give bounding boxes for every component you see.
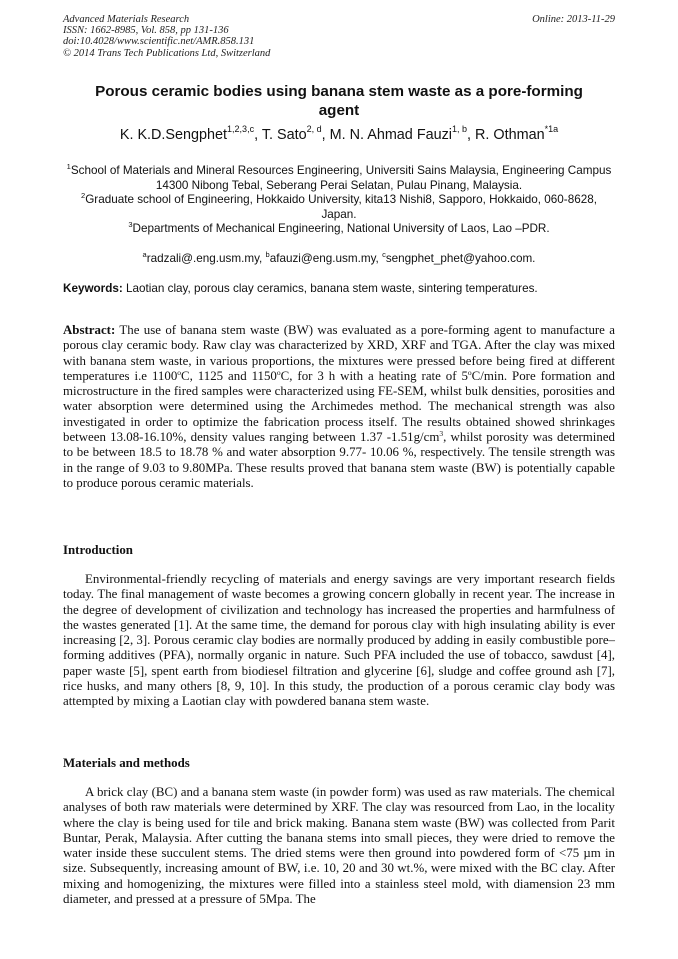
author-name: M. N. Ahmad Fauzi bbox=[329, 127, 453, 143]
email-address: afauzi@eng.usm.my, bbox=[269, 252, 383, 265]
issn-line: ISSN: 1662-8985, Vol. 858, pp 131-136 bbox=[63, 25, 229, 37]
abstract-text: The use of banana stem waste (BW) was evaluated as a pore-forming agent to manufacture a porous clay ceramic body. Raw clay was characterized by XRD, XRF and TGA. After the clay was mixed with banana stem waste, in various proportions, the mixtures were pressed before being fired at different temperatures i.e 1100 bbox=[63, 323, 615, 383]
email-address: sengphet_phet@yahoo.com. bbox=[385, 252, 536, 265]
affiliation-text: Departments of Mechanical Engineering, National University of Laos, Lao –PDR. bbox=[132, 222, 550, 236]
abstract-text: , whilst porosity was determined to be between 18.5 to 18.78 % and water absorption 9.77- 10.06 %, respectively. The tensile strength was in the range of 9.03 to 9.80MPa. These results proved that banana stem waste (BW) is potentially capable to produce porous ceramic materials. bbox=[63, 430, 615, 490]
author-sup: *1a bbox=[544, 124, 559, 134]
affiliations bbox=[63, 164, 615, 237]
introduction-heading: Introduction bbox=[63, 543, 133, 557]
author-name: K. K.D.Sengphet bbox=[119, 127, 228, 143]
abstract-text: C, for 3 h with a heating rate of 5 bbox=[280, 368, 468, 383]
author-list bbox=[63, 126, 615, 144]
author-name: R. Othman bbox=[475, 127, 545, 143]
copyright-line: © 2014 Trans Tech Publications Ltd, Switzerland bbox=[63, 47, 271, 59]
abstract-text: C/min. Pore formation and microstructure in the fired samples were characterized using FE-SEM, whilst bulk densities, porosities and water absorption were determined using the Archimedes method. The mechanical strength was also investigated in order to optimize the fabrication process itself. The results obtained showed shrinkages between 13.08-16.10%, density values ranging between 1.37 -1.51g/cm bbox=[63, 368, 615, 445]
introduction-paragraph: Environmental-friendly recycling of materials and energy savings are very important research fields today. The final management of waste becomes a growing concern globally in recent year. The increase in the degree of development of civilization and technology has increased the properties and harmfulness of the wastes generated [1]. At the same time, the demand for porous clay with high insulating ability is ever increasing [2, 3]. Porous ceramic clay bodies are normally produced by adding in easily combustible pore–forming additives (PFA), normally organic in nature. Such PFA included the use of tobacco, sawdust [4], paper waste [5], spent earth from biodiesel filtration and glycerine [6], sludge and coffee ground ash [7], rice husks, and many others [8, 9, 10]. In this study, the production of a porous ceramic clay body was attempted by mixing a Laotian clay with powdered banana stem waste. bbox=[63, 572, 615, 709]
abstract bbox=[63, 323, 615, 491]
methods-heading: Materials and methods bbox=[63, 756, 190, 770]
abstract-text: C, 1125 and 1150 bbox=[181, 368, 277, 383]
email-list bbox=[63, 252, 615, 266]
email-sup: c bbox=[382, 250, 386, 259]
affiliation-sup: 3 bbox=[128, 220, 133, 230]
author-sup: 2, d bbox=[306, 124, 322, 134]
degree-sup: o bbox=[177, 367, 182, 377]
journal-name: Advanced Materials Research bbox=[63, 14, 190, 25]
affiliation-text: School of Materials and Mineral Resources Engineering, Universiti Sains Malaysia, Engineering Campus 14300 Nibong Tebal, Seberang Perai Selatan, Pulau Pinang, Malaysia. bbox=[70, 164, 612, 192]
affiliation bbox=[63, 193, 615, 222]
title-line-2: agent bbox=[318, 102, 360, 119]
affiliation-text: Graduate school of Engineering, Hokkaido University, kita13 Nishi8, Sapporo, Hokkaido, 060-8628, Japan. bbox=[85, 193, 597, 221]
online-date: Online: 2013-11-29 bbox=[532, 14, 615, 25]
author-sep: , bbox=[467, 127, 476, 143]
author-sup: 1,2,3,c bbox=[227, 124, 255, 134]
keywords-label: Keywords: bbox=[63, 282, 123, 295]
affiliation bbox=[63, 222, 615, 237]
journal-header bbox=[63, 14, 270, 59]
email-sup: a bbox=[142, 250, 147, 259]
author-sep: , bbox=[321, 127, 330, 143]
affiliation bbox=[63, 164, 615, 193]
author-sup: 1, b bbox=[452, 124, 468, 134]
degree-sup: o bbox=[276, 367, 281, 377]
author-sep: , bbox=[254, 127, 262, 143]
cube-sup: 3 bbox=[439, 429, 444, 439]
keywords bbox=[63, 282, 615, 296]
affiliation-sup: 2 bbox=[81, 191, 86, 201]
abstract-label: Abstract: bbox=[63, 323, 116, 337]
keywords-text: Laotian clay, porous clay ceramics, banana stem waste, sintering temperatures. bbox=[122, 282, 538, 295]
author-name: T. Sato bbox=[261, 127, 307, 143]
methods-paragraph: A brick clay (BC) and a banana stem waste (in powder form) was used as raw materials. The chemical analyses of both raw materials were determined by XRF. The clay was resourced from Lao, in the locality where the clay is being used for tile and brick making. Banana stem waste (BW) was collected from Parit Buntar, Perak, Malaysia. After cutting the banana stems into small pieces, they were dried to remove the water inside these succulent stems. The dried stems were then ground into powdered form of <75 µm in size. Subsequently, increasing amount of BW, i.e. 10, 20 and 30 wt.%, were mixed with the BC clay. After mixing and homogenizing, the mixtures were filled into a stainless steel mold, with diamension 23 mm diameter, and pressed at a pressure of 5Mpa. The bbox=[63, 785, 615, 907]
email-sup: b bbox=[265, 250, 270, 259]
title-line-1: Porous ceramic bodies using banana stem waste as a pore-forming bbox=[95, 83, 583, 100]
doi-line: doi:10.4028/www.scientific.net/AMR.858.131 bbox=[63, 36, 255, 48]
email-address: radzali@.eng.usm.my, bbox=[146, 252, 266, 265]
affiliation-sup: 1 bbox=[66, 162, 71, 171]
degree-sup: o bbox=[467, 367, 472, 377]
paper-title bbox=[63, 82, 615, 120]
